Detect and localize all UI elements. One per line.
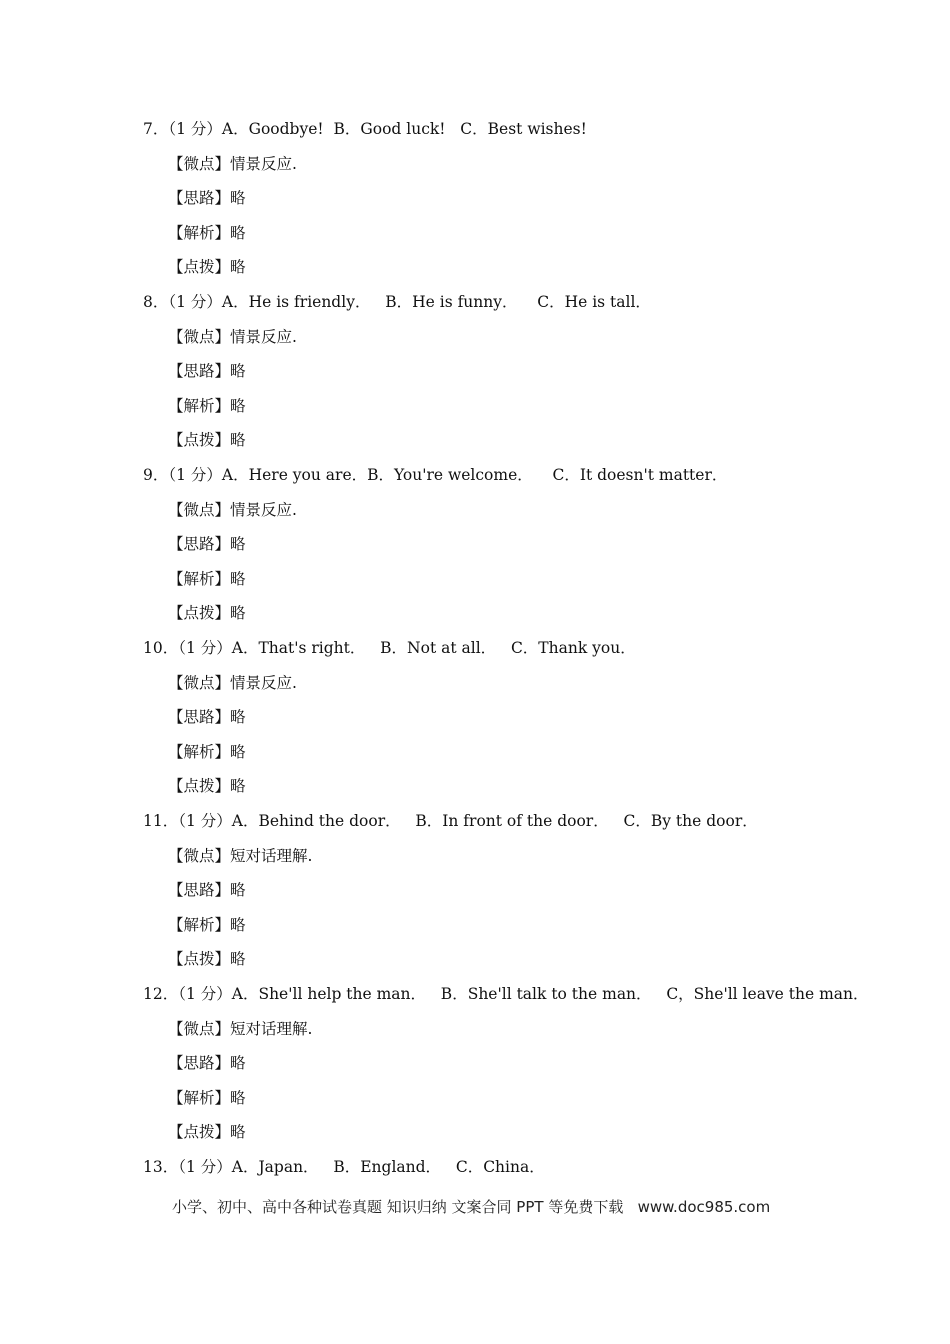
question-11: 11．（1 分）A．Behind the door． B．In front of the door． C．By the door．	[143, 812, 758, 830]
note-analysis: 【解析】略	[168, 743, 246, 761]
note-approach: 【思路】略	[168, 362, 246, 380]
page-footer: 小学、初中、高中各种试卷真题 知识归纳 文案合同 PPT 等免费下载 www.doc985.com	[172, 1198, 771, 1216]
question-12: 12．（1 分）A．She'll help the man． B．She'll talk to the man． C，She'll leave the man．	[143, 985, 869, 1003]
note-approach: 【思路】略	[168, 1054, 246, 1072]
question-13: 13．（1 分）A．Japan． B．England． C．China．	[143, 1158, 545, 1176]
question-7: 7．（1 分）A．Goodbye! B．Good luck! C．Best wishes!	[143, 120, 587, 138]
question-9: 9．（1 分）A．Here you are．B．You're welcome． C．It doesn't matter．	[143, 466, 728, 484]
note-analysis: 【解析】略	[168, 224, 246, 242]
note-analysis: 【解析】略	[168, 1089, 246, 1107]
note-tip: 【点拨】略	[168, 604, 246, 622]
note-tip: 【点拨】略	[168, 258, 246, 276]
note-approach: 【思路】略	[168, 535, 246, 553]
note-micro-point: 【微点】情景反应.	[168, 155, 297, 173]
note-analysis: 【解析】略	[168, 397, 246, 415]
note-tip: 【点拨】略	[168, 950, 246, 968]
note-tip: 【点拨】略	[168, 431, 246, 449]
note-tip: 【点拨】略	[168, 1123, 246, 1141]
note-micro-point: 【微点】情景反应.	[168, 674, 297, 692]
note-analysis: 【解析】略	[168, 570, 246, 588]
note-approach: 【思路】略	[168, 881, 246, 899]
question-10: 10．（1 分）A．That's right． B．Not at all． C．Thank you．	[143, 639, 636, 657]
note-analysis: 【解析】略	[168, 916, 246, 934]
note-approach: 【思路】略	[168, 708, 246, 726]
note-micro-point: 【微点】情景反应.	[168, 328, 297, 346]
note-micro-point: 【微点】短对话理解.	[168, 1020, 313, 1038]
note-micro-point: 【微点】情景反应.	[168, 501, 297, 519]
note-approach: 【思路】略	[168, 189, 246, 207]
note-tip: 【点拨】略	[168, 777, 246, 795]
note-micro-point: 【微点】短对话理解.	[168, 847, 313, 865]
question-8: 8．（1 分）A．He is friendly． B．He is funny． C．He is tall．	[143, 293, 651, 311]
